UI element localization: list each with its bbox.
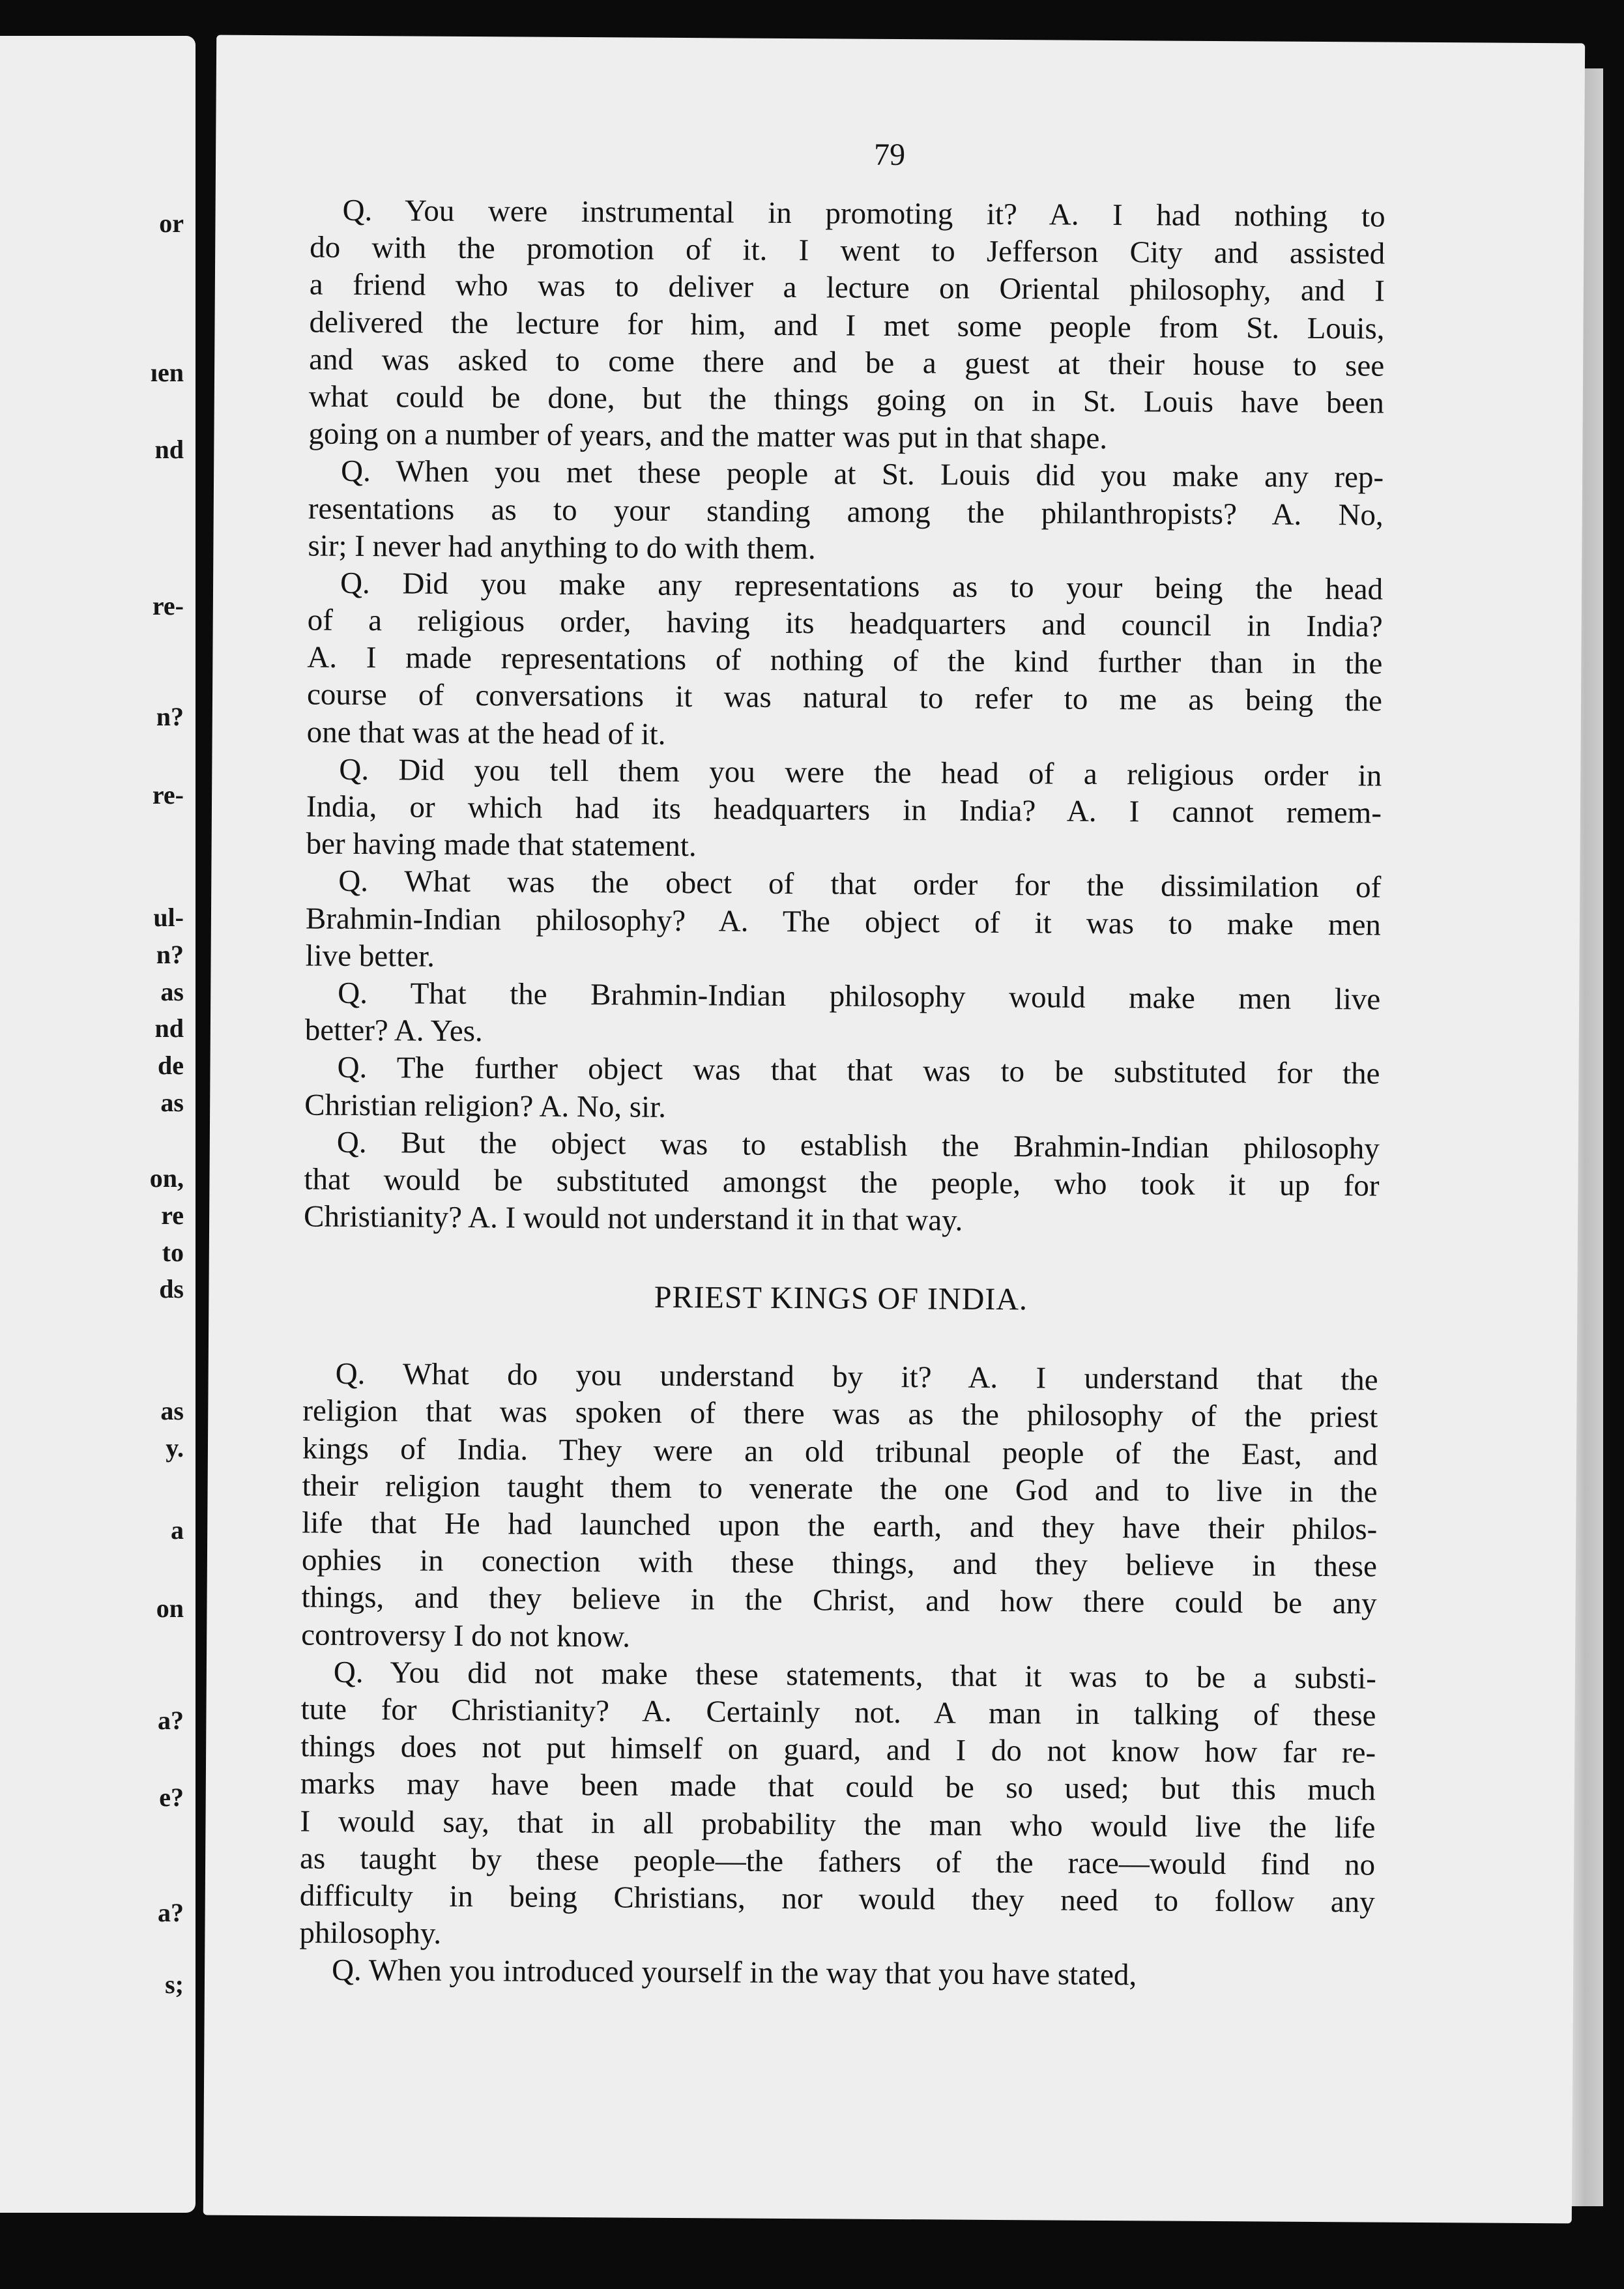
- left-fragment: or: [159, 209, 184, 238]
- text-line: Q. When you introduced yourself in the way that you have stated,: [331, 1953, 1137, 1992]
- left-fragment: nd: [154, 435, 184, 464]
- left-fragment: ıen: [150, 358, 184, 387]
- left-fragment: ul-: [153, 903, 184, 932]
- text-line: resentations as to your standing among the philanthropists? A. No,: [308, 491, 1384, 532]
- text-line: course of conversations it was natural to refer to me as being the: [306, 677, 1383, 719]
- text-line: kings of India. They were an old tribunal people of the East, and: [302, 1431, 1378, 1472]
- left-fragment: as: [160, 1396, 184, 1425]
- text-line: life that He had launched upon the earth, and they have their philos-: [302, 1506, 1378, 1547]
- left-fragment: a?: [158, 1898, 184, 1927]
- left-fragment: n?: [156, 702, 184, 731]
- text-line: Brahmin-Indian philosophy? A. The object of it was to make men: [305, 901, 1382, 942]
- text-line: India, or which had its headquarters in India? A. I cannot remem-: [306, 789, 1382, 830]
- left-facing-page: [0, 36, 196, 2213]
- text-line: one that was at the head of it.: [306, 715, 666, 751]
- text-line: delivered the lecture for him, and I met some people from St. Louis,: [309, 305, 1385, 346]
- left-fragment: re-: [152, 591, 184, 620]
- page-number: 79: [873, 137, 906, 173]
- text-line: live better.: [305, 939, 435, 974]
- text-line: Christian religion? A. No, sir.: [304, 1087, 667, 1124]
- text-line: sir; I never had anything to do with them.: [308, 529, 816, 566]
- paragraph: [305, 974, 1381, 1055]
- text-line: I would say, that in all probability the man who would live the life: [300, 1803, 1376, 1845]
- text-line: ophies in conection with these things, and they believe in these: [301, 1543, 1378, 1584]
- left-fragment: on,: [149, 1163, 184, 1193]
- paragraph: [308, 453, 1384, 572]
- text-line: Q. But the object was to establish the Brahmin-Indian philosophy: [336, 1125, 1380, 1166]
- body-text: [299, 192, 1385, 1995]
- left-fragment: as: [160, 1088, 184, 1117]
- text-line: Q. The further object was that that was to be substituted for the: [337, 1051, 1380, 1091]
- text-line: a friend who was to deliver a lecture on Oriental philosophy, and I: [309, 267, 1385, 308]
- paragraph: [308, 192, 1385, 459]
- text-line: as taught by these people—the fathers of the race—would find no: [299, 1841, 1376, 1882]
- text-line: Christianity? A. I would not understand it in that way.: [303, 1199, 963, 1238]
- text-line: and was asked to come there and be a guest at their house to see: [309, 342, 1385, 383]
- left-fragment: s;: [165, 1970, 184, 1999]
- text-line: do with the promotion of it. I went to Jefferson City and assisted: [310, 230, 1385, 271]
- left-fragment: on: [156, 1594, 184, 1623]
- text-line: difficulty in being Christians, nor would they need to follow any: [299, 1878, 1375, 1919]
- paragraph: [304, 1124, 1380, 1242]
- text-line: Q. When you met these people at St. Louis did you make any rep-: [340, 454, 1384, 495]
- paragraph: [304, 1049, 1380, 1130]
- left-fragment: to: [162, 1238, 184, 1267]
- paragraph: [307, 564, 1384, 757]
- text-line: Q. Did you make any representations as to your being the head: [340, 566, 1384, 607]
- text-line: ber having made that statement.: [306, 826, 697, 864]
- left-fragment: nd: [154, 1013, 184, 1043]
- text-line: A. I made representations of nothing of the kind further than in the: [307, 640, 1383, 681]
- text-line: things does not put himself on guard, and I do not know how far re-: [300, 1729, 1376, 1770]
- paragraph: [299, 1952, 1374, 1996]
- text-line: Q. What was the obect of that order for the dissimilation of: [338, 864, 1382, 905]
- left-fragment: as: [160, 977, 184, 1006]
- text-line: philosophy.: [299, 1916, 442, 1951]
- text-line: what could be done, but the things going on in St. Louis have been: [308, 379, 1384, 420]
- text-line: controversy I do not know.: [301, 1618, 631, 1654]
- section-gap: [303, 1319, 1378, 1362]
- section-heading: PRIEST KINGS OF INDIA.: [654, 1280, 1028, 1317]
- text-line: tute for Christianity? A. Certainly not. A man in talking of these: [300, 1692, 1376, 1733]
- text-line: Q. You were instrumental in promoting it? A. I had nothing to: [342, 193, 1385, 234]
- text-line: Q. Did you tell them you were the head of a religious order in: [339, 752, 1382, 793]
- text-line: religion that was spoken of there was as the philosophy of the priest: [302, 1393, 1378, 1435]
- left-fragment: re: [161, 1201, 184, 1230]
- text-line: Q. That the Brahmin-Indian philosophy would make men live: [338, 976, 1381, 1017]
- text-line: their religion taught them to venerate the one God and to live in the: [302, 1468, 1378, 1509]
- left-fragment: n?: [156, 940, 184, 969]
- paragraph: [306, 751, 1382, 869]
- text-line: Q. What do you understand by it? A. I understand that the: [335, 1357, 1378, 1397]
- text-line: going on a number of years, and the matter was put in that shape.: [308, 416, 1108, 456]
- text-line: that would be substituted amongst the people, who took it up for: [304, 1162, 1380, 1203]
- paragraph: [301, 1356, 1378, 1661]
- text-line: of a religious order, having its headquarters and council in India?: [307, 603, 1383, 644]
- paragraph: [299, 1654, 1376, 1959]
- section-gap: [304, 1236, 1379, 1279]
- left-fragment: ds: [159, 1274, 184, 1304]
- left-fragment: a?: [158, 1706, 184, 1735]
- text-line: Q. You did not make these statements, that it was to be a substi-: [333, 1655, 1377, 1696]
- left-fragment: de: [158, 1051, 184, 1080]
- paragraph: [305, 863, 1381, 982]
- text-line: things, and they believe in the Christ, and how there could be any: [301, 1580, 1377, 1621]
- left-fragment: y.: [166, 1433, 184, 1463]
- left-fragment: e?: [159, 1783, 184, 1812]
- text-line: better? A. Yes.: [304, 1013, 483, 1049]
- text-line: marks may have been made that could be so used; but this much: [300, 1766, 1376, 1807]
- book-page: [203, 35, 1585, 2224]
- left-fragment: a: [171, 1515, 184, 1545]
- left-fragment: re-: [152, 780, 184, 809]
